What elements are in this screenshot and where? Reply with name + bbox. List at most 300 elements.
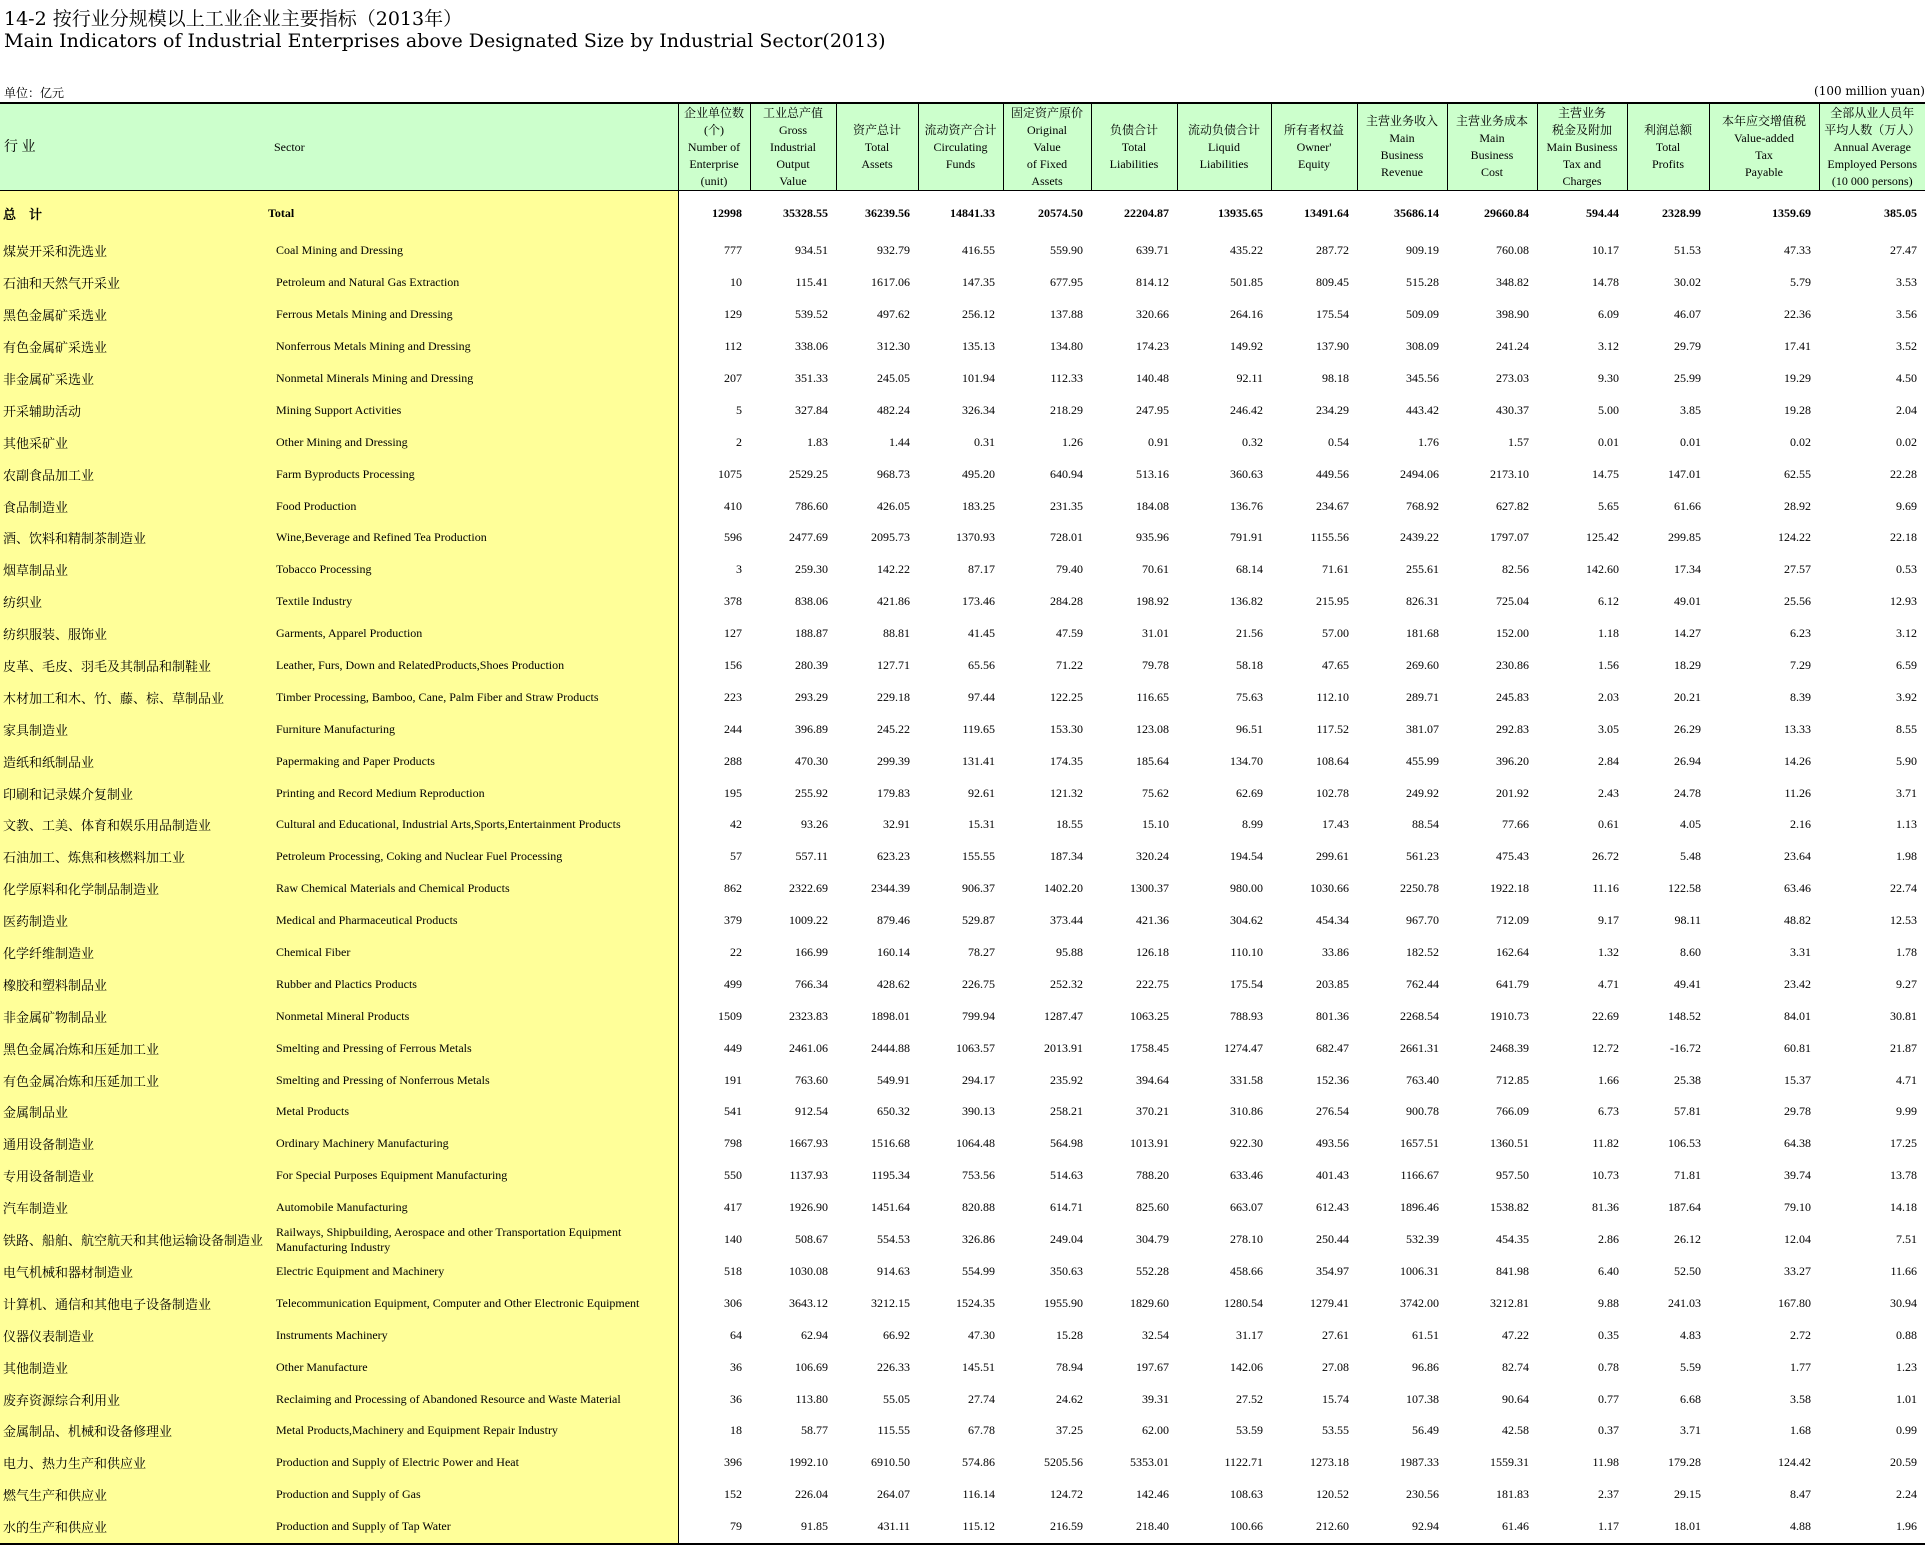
sector-name-chinese: 燃气生产和供应业 [0,1479,266,1511]
value-cell: 0.37 [1598,1423,1619,1438]
value-cell: 18.55 [1056,817,1083,832]
value-cell: 79.40 [1056,562,1083,577]
value-cell: 1.32 [1598,945,1619,960]
table-row [0,1128,1925,1160]
value-cell: 1992.10 [789,1455,828,1470]
value-cell: 222.75 [1136,976,1169,991]
value-cell: 5.65 [1598,498,1619,513]
value-cell: 174.35 [1050,753,1083,768]
value-cell: 0.32 [1242,434,1263,449]
value-cell: 119.65 [962,721,995,736]
header-column-5 [1091,103,1177,191]
sector-name-chinese: 有色金属冶炼和压延加工业 [0,1064,266,1096]
value-cell: 2.16 [1790,817,1811,832]
header-line: 本年应交增值税 [1721,114,1806,128]
value-cell: 1.23 [1896,1359,1917,1374]
value-cell: 25.56 [1784,594,1811,609]
value-cell: 396.89 [795,721,828,736]
value-cell: 49.41 [1674,976,1701,991]
value-cell: 2013.91 [1044,1040,1083,1055]
value-cell: 92.11 [1236,371,1263,385]
value-cell: 514.63 [1050,1168,1083,1183]
header-column-10 [1537,103,1627,191]
header-line: Value-added [1734,131,1794,145]
value-cell: 798 [724,1136,742,1151]
value-cell: 244 [724,721,742,736]
value-cell: 11.66 [1890,1263,1917,1278]
value-cell: 373.44 [1050,913,1083,928]
value-cell: 142.06 [1230,1359,1263,1374]
value-cell: 825.60 [1136,1200,1169,1215]
value-cell: 753.56 [962,1168,995,1183]
value-cell: 148.52 [1668,1008,1701,1023]
table-title-english: Main Indicators of Industrial Enterprises above Designated Size by Industrial Sector(2013) [4,30,886,52]
value-cell: 42 [730,817,742,832]
value-cell: 273.03 [1496,371,1529,385]
header-line: 全部从业人员年 [1830,105,1915,120]
unit-label-english: (100 million yuan) [1814,84,1925,98]
table-row [0,1192,1925,1224]
value-cell: 5.48 [1680,849,1701,864]
value-cell: 2322.69 [789,881,828,896]
sector-name-english: Instruments Machinery [266,1319,678,1351]
value-cell: 1.98 [1896,849,1917,864]
value-cell: 13.78 [1890,1168,1917,1183]
sector-name-english: Textile Industry [266,586,678,618]
value-cell: 125.42 [1586,530,1619,545]
value-cell: 1030.66 [1310,881,1349,896]
value-cell: 152 [724,1487,742,1502]
value-cell: 614.71 [1050,1200,1083,1215]
value-cell: 1402.20 [1044,881,1083,896]
value-cell: 207 [724,371,742,385]
header-column-12 [1709,103,1819,191]
value-cell: 5353.01 [1130,1455,1169,1470]
value-cell: 320.66 [1136,307,1169,322]
value-cell: 2268.54 [1400,1008,1439,1023]
value-cell: 532.39 [1406,1232,1439,1247]
value-cell: 9.27 [1896,976,1917,991]
value-cell: 3.85 [1680,402,1701,417]
value-cell: 198.92 [1136,594,1169,609]
value-cell: 396.20 [1496,753,1529,768]
table-row [0,1224,1925,1256]
header-line: Main [1479,131,1505,145]
value-cell: 98.11 [1674,913,1701,928]
header-line: (unit) [700,173,728,188]
value-cell: 1155.56 [1310,530,1349,545]
value-cell: 48.82 [1784,913,1811,928]
table-row [0,905,1925,937]
value-cell: 187.34 [1050,849,1083,864]
value-cell: 3.05 [1598,721,1619,736]
value-cell: 61.46 [1447,1511,1537,1544]
value-cell: 259.30 [795,562,828,577]
table-row [0,1351,1925,1383]
value-cell: 1.01 [1896,1391,1917,1406]
table-row [0,1287,1925,1319]
sector-name-english: Raw Chemical Materials and Chemical Products [266,873,678,905]
value-cell: 398.90 [1496,307,1529,322]
value-cell: 91.85 [750,1511,836,1544]
value-cell: 2173.10 [1490,466,1529,481]
value-cell: 252.32 [1050,976,1083,991]
value-cell: 61.66 [1674,498,1701,513]
value-cell: 149.92 [1230,339,1263,354]
header-column-8 [1357,103,1447,191]
value-cell: 8.60 [1680,945,1701,960]
value-cell: 443.42 [1406,402,1439,417]
value-cell: 639.71 [1136,243,1169,258]
sector-name-english: Printing and Record Medium Reproduction [266,777,678,809]
header-line: Main [1389,131,1415,145]
value-cell: 6910.50 [871,1455,910,1470]
value-cell: 1617.06 [871,275,910,290]
header-line: 企业单位数 [683,105,744,120]
value-cell: 4.71 [1598,976,1619,991]
value-cell: 304.79 [1136,1232,1169,1247]
header-line: Circulating [933,139,988,154]
value-cell: 29.78 [1784,1104,1811,1119]
value-cell: 22.36 [1784,307,1811,322]
value-cell: 633.46 [1230,1168,1263,1183]
table-row [0,299,1925,331]
value-cell: 20574.50 [1038,205,1083,220]
value-cell: 21.56 [1236,626,1263,641]
value-cell: 841.98 [1496,1263,1529,1278]
value-cell: 612.43 [1316,1200,1349,1215]
sector-name-english: Timber Processing, Bamboo, Cane, Palm Fiber and Straw Products [266,681,678,713]
value-cell: 1300.37 [1130,881,1169,896]
value-cell: 112 [724,339,742,354]
header-line: Total [1121,139,1147,154]
value-cell: 306 [724,1295,742,1310]
value-cell: 25.99 [1674,371,1701,385]
value-cell: 55.05 [883,1391,910,1406]
value-cell: 879.46 [877,913,910,928]
value-cell: 0.31 [974,434,995,449]
sector-name-chinese: 烟草制品业 [0,554,266,586]
value-cell: 561.23 [1406,849,1439,864]
value-cell: 401.43 [1316,1168,1349,1183]
value-cell: 455.99 [1406,753,1439,768]
table-row [0,713,1925,745]
value-cell: 2.37 [1598,1487,1619,1502]
value-cell: 766.34 [795,976,828,991]
sector-name-chinese: 仪器仪表制造业 [0,1319,266,1351]
value-cell: 245.22 [877,721,910,736]
value-cell: 12.93 [1890,594,1917,609]
value-cell: 46.07 [1674,307,1701,322]
value-cell: 410 [724,498,742,513]
sector-name-english: Total [266,191,678,236]
sector-name-chinese: 皮革、毛皮、羽毛及其制品和制鞋业 [0,650,266,682]
value-cell: 0.88 [1896,1327,1917,1342]
value-cell: 310.86 [1230,1104,1263,1119]
value-cell: 115.12 [918,1511,1003,1544]
value-cell: 574.86 [962,1455,995,1470]
value-cell: 0.78 [1598,1359,1619,1374]
header-column-1 [750,103,836,191]
header-line: 所有者权益 [1283,122,1344,137]
table-row [0,873,1925,905]
value-cell: 1.57 [1508,434,1529,449]
value-cell: 22.18 [1890,530,1917,545]
value-cell: 117.52 [1316,721,1349,736]
value-cell: 39.31 [1142,1391,1169,1406]
sector-name-english: Other Manufacture [266,1351,678,1383]
value-cell: 435.22 [1230,243,1263,258]
table-body [0,191,1925,1544]
value-cell: 786.60 [795,498,828,513]
value-cell: 30.94 [1890,1295,1917,1310]
sector-name-english: Production and Supply of Tap Water [266,1511,678,1544]
sector-name-english: Wine,Beverage and Refined Tea Production [266,522,678,554]
value-cell: 8.99 [1242,817,1263,832]
value-cell: 88.81 [883,626,910,641]
value-cell: 3.71 [1896,785,1917,800]
table-row [0,267,1925,299]
table-row [0,841,1925,873]
value-cell: 1.56 [1598,658,1619,673]
value-cell: 0.54 [1328,434,1349,449]
header-line: Business [1470,148,1514,162]
value-cell: 29.15 [1674,1487,1701,1502]
value-cell: 264.16 [1230,307,1263,322]
sector-name-chinese: 橡胶和塑料制品业 [0,968,266,1000]
value-cell: 92.94 [1357,1511,1447,1544]
value-cell: 245.05 [877,371,910,385]
value-cell: 14.75 [1592,466,1619,481]
value-cell: 932.79 [877,243,910,258]
value-cell: 63.46 [1784,881,1811,896]
value-cell: 15.74 [1322,1391,1349,1406]
value-cell: 11.26 [1784,785,1811,800]
value-cell: 14841.33 [950,205,995,220]
sector-name-chinese: 化学纤维制造业 [0,937,266,969]
value-cell: 331.58 [1230,1072,1263,1087]
value-cell: 564.98 [1050,1136,1083,1151]
header-line: Number of [687,139,741,154]
sector-name-english: Electric Equipment and Machinery [266,1256,678,1288]
header-line: Annual Average [1833,139,1911,154]
sector-name-english: Food Production [266,490,678,522]
table-row [0,1096,1925,1128]
value-cell: 2.04 [1896,402,1917,417]
value-cell: 17.34 [1674,562,1701,577]
header-line: 税金及附加 [1551,122,1612,137]
table-row [0,490,1925,522]
value-cell: 134.80 [1050,339,1083,354]
header-line: Value [779,173,807,188]
value-cell: 0.02 [1790,434,1811,449]
value-cell: 47.59 [1056,626,1083,641]
value-cell: 216.59 [1003,1511,1091,1544]
header-line: Industrial [770,139,816,154]
sector-name-english: Automobile Manufacturing [266,1192,678,1224]
value-cell: 294.17 [962,1072,995,1087]
value-cell: 9.69 [1896,498,1917,513]
header-line: Original [1027,122,1067,137]
value-cell: 1063.25 [1130,1008,1169,1023]
value-cell: 809.45 [1316,275,1349,290]
value-cell: 31.01 [1142,626,1169,641]
value-cell: 13935.65 [1218,205,1263,220]
value-cell: 15.10 [1142,817,1169,832]
value-cell: 137.88 [1050,307,1083,322]
value-cell: 2.86 [1598,1232,1619,1247]
value-cell: 9.99 [1896,1104,1917,1119]
value-cell: 181.68 [1406,626,1439,641]
value-cell: 12998 [712,205,742,220]
value-cell: 230.86 [1496,658,1529,673]
value-cell: 246.42 [1230,402,1263,417]
value-cell: 712.09 [1496,913,1529,928]
sector-name-english: Petroleum and Natural Gas Extraction [266,267,678,299]
value-cell: 230.56 [1406,1487,1439,1502]
value-cell: 29660.84 [1484,205,1529,220]
header-line: Funds [945,156,976,171]
header-line: Employed Persons [1827,156,1918,171]
value-cell: 1.44 [889,434,910,449]
value-cell: 249.04 [1050,1232,1083,1247]
value-cell: 131.41 [962,753,995,768]
value-cell: 3.53 [1896,275,1917,290]
value-cell: 426.05 [877,498,910,513]
value-cell: 326.34 [962,402,995,417]
table-row [0,681,1925,713]
value-cell: 26.12 [1674,1232,1701,1247]
value-cell: 56.49 [1412,1423,1439,1438]
value-cell: 554.99 [962,1263,995,1278]
header-line: 固定资产原价 [1010,105,1083,120]
value-cell: 814.12 [1136,275,1169,290]
header-line: Charges [1562,173,1602,188]
value-cell: 3.31 [1790,945,1811,960]
value-cell: 1359.69 [1772,205,1811,220]
header-row [0,103,1925,191]
table-row [0,394,1925,426]
value-cell: 909.19 [1406,243,1439,258]
sector-name-english: Tobacco Processing [266,554,678,586]
sector-name-chinese: 纺织业 [0,586,266,618]
sector-name-english: Nonferrous Metals Mining and Dressing [266,331,678,363]
value-cell: 287.72 [1316,243,1349,258]
value-cell: 184.08 [1136,498,1169,513]
value-cell: 231.35 [1050,498,1083,513]
header-line: 主营业务 [1557,105,1606,120]
value-cell: 557.11 [795,849,828,864]
value-cell: 594.44 [1586,205,1619,220]
value-cell: 155.55 [962,849,995,864]
header-column-3 [918,103,1003,191]
header-line: Business [1380,148,1424,162]
value-cell: 2344.39 [871,881,910,896]
value-cell: 5205.56 [1044,1455,1083,1470]
value-cell: 1922.18 [1490,881,1529,896]
value-cell: 13.33 [1784,721,1811,736]
value-cell: 299.85 [1668,530,1701,545]
sector-name-chinese: 家具制造业 [0,713,266,745]
value-cell: 299.61 [1316,849,1349,864]
value-cell: 27.57 [1784,562,1811,577]
table-row [0,1000,1925,1032]
value-cell: 212.60 [1271,1511,1357,1544]
header-line: Tax [1755,148,1773,162]
value-cell: 82.56 [1502,562,1529,577]
value-cell: 57 [730,849,742,864]
value-cell: 968.73 [877,466,910,481]
sector-name-english: Reclaiming and Processing of Abandoned Resource and Waste Material [266,1383,678,1415]
value-cell: 6.12 [1598,594,1619,609]
value-cell: 596 [724,530,742,545]
header-line: Liabilities [1199,156,1249,171]
value-cell: 8.47 [1790,1487,1811,1502]
value-cell: 162.64 [1496,945,1529,960]
value-cell: 1075 [718,466,742,481]
value-cell: 1797.07 [1490,530,1529,545]
value-cell: 156 [724,658,742,673]
value-cell: 226.04 [795,1487,828,1502]
value-cell: 19.28 [1784,402,1811,417]
header-column-4 [1003,103,1091,191]
value-cell: 4.83 [1680,1327,1701,1342]
value-cell: 351.33 [795,371,828,385]
value-cell: 102.78 [1316,785,1349,800]
sector-name-chinese: 煤炭开采和洗选业 [0,235,266,267]
value-cell: 912.54 [795,1104,828,1119]
value-cell: 116.14 [962,1487,995,1502]
value-cell: 245.83 [1496,689,1529,704]
value-cell: 320.24 [1136,849,1169,864]
value-cell: 3212.81 [1490,1295,1529,1310]
value-cell: 1926.90 [789,1200,828,1215]
header-line: 流动负债合计 [1187,122,1260,137]
value-cell: 62.00 [1142,1423,1169,1438]
value-cell: 147.01 [1668,466,1701,481]
indicators-table [0,102,1925,1545]
value-cell: 18.01 [1627,1511,1709,1544]
value-cell: 53.55 [1322,1423,1349,1438]
sector-name-chinese: 汽车制造业 [0,1192,266,1224]
value-cell: 725.04 [1496,594,1529,609]
value-cell: 0.91 [1148,434,1169,449]
sector-name-chinese: 农副食品加工业 [0,458,266,490]
table-row [0,331,1925,363]
value-cell: 508.67 [795,1232,828,1247]
value-cell: 2 [736,434,742,449]
value-cell: 2250.78 [1400,881,1439,896]
table-row [0,968,1925,1000]
value-cell: 88.54 [1412,817,1439,832]
value-cell: 123.08 [1136,721,1169,736]
value-cell: 47.22 [1502,1327,1529,1342]
value-cell: 4.50 [1896,371,1917,385]
value-cell: 258.21 [1050,1104,1083,1119]
value-cell: 14.78 [1592,275,1619,290]
value-cell: 234.29 [1316,402,1349,417]
value-cell: 58.77 [801,1423,828,1438]
sector-name-english: Nonmetal Minerals Mining and Dressing [266,363,678,395]
value-cell: 288 [724,753,742,768]
value-cell: 3 [736,562,742,577]
header-line: Main Business [1546,139,1618,154]
sector-name-chinese: 金属制品业 [0,1096,266,1128]
value-cell: 2.84 [1598,753,1619,768]
value-cell: 62.94 [801,1327,828,1342]
value-cell: 39.74 [1784,1168,1811,1183]
header-line: Liabilities [1109,156,1159,171]
